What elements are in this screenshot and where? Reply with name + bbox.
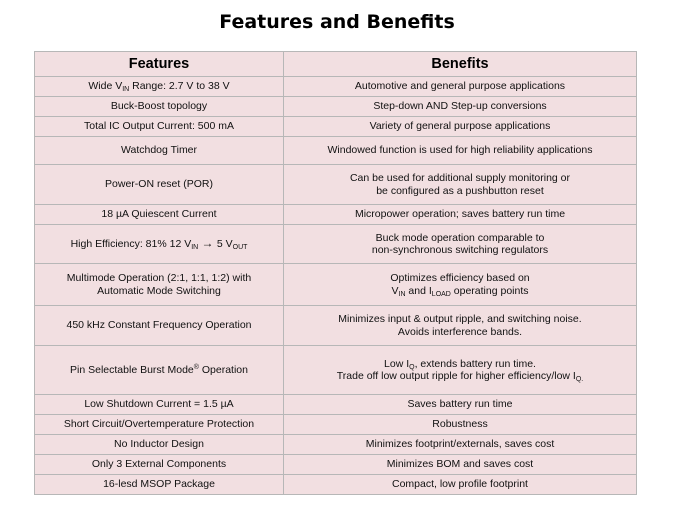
table-row — [35, 205, 637, 225]
features-benefits-table — [34, 51, 637, 495]
feature-cell: Power-ON reset (POR) — [35, 165, 284, 205]
table-row — [35, 97, 637, 117]
table-row — [35, 264, 637, 306]
benefits-header: Benefits — [284, 52, 637, 77]
benefit-cell: Buck mode operation comparable to non-synchronous switching regulators — [284, 225, 637, 264]
feature-cell: Multimode Operation (2:1, 1:1, 1:2) with Automatic Mode Switching — [35, 264, 284, 306]
table-row — [35, 455, 637, 475]
benefit-cell: Micropower operation; saves battery run time — [284, 205, 637, 225]
benefit-cell: Automotive and general purpose applications — [284, 77, 637, 97]
table-row — [35, 435, 637, 455]
feature-cell: Pin Selectable Burst Mode® Operation — [35, 346, 284, 395]
feature-cell: Short Circuit/Overtemperature Protection — [35, 415, 284, 435]
feature-cell: Buck-Boost topology — [35, 97, 284, 117]
page-title: Features and Benefits — [219, 11, 455, 33]
benefit-cell: Can be used for additional supply monitoring or be configured as a pushbutton reset — [284, 165, 637, 205]
feature-cell: Watchdog Timer — [35, 137, 284, 165]
table-row — [35, 395, 637, 415]
table-row — [35, 346, 637, 395]
benefit-cell: Step-down AND Step-up conversions — [284, 97, 637, 117]
benefit-cell: Windowed function is used for high reliability applications — [284, 137, 637, 165]
benefit-cell: Optimizes efficiency based on $V_{IN}$ and $I_{LOAD}$ operating points — [284, 264, 637, 306]
feature-cell: 18 µA Quiescent Current — [35, 205, 284, 225]
benefit-cell: Robustness — [284, 415, 637, 435]
feature-cell: Only 3 External Components — [35, 455, 284, 475]
feature-cell: No Inductor Design — [35, 435, 284, 455]
feature-cell: 16-lesd MSOP Package — [35, 475, 284, 495]
benefit-cell: Variety of general purpose applications — [284, 117, 637, 137]
table-row — [35, 415, 637, 435]
feature-cell: Low Shutdown Current = 1.5 µA — [35, 395, 284, 415]
table-row — [35, 475, 637, 495]
table-row — [35, 165, 637, 205]
benefit-cell: Minimizes input & output ripple, and switching noise. Avoids interference bands. — [284, 306, 637, 346]
feature-cell: Total IC Output Current: 500 mA — [35, 117, 284, 137]
table-row — [35, 77, 637, 97]
benefit-cell: Minimizes BOM and saves cost — [284, 455, 637, 475]
benefit-cell: Compact, low profile footprint — [284, 475, 637, 495]
benefit-cell: Low $I_Q$, extends battery run time. Trade off low output ripple for higher efficiency/low $I_{Q.}$ — [284, 346, 637, 395]
features-header: Features — [35, 52, 284, 77]
arrow-right-icon: → — [198, 236, 217, 251]
feature-cell: High Efficiency: 81% 12 $V_{IN} \to 5$ $V_{OUT}$ — [35, 225, 284, 264]
benefit-cell: Saves battery run time — [284, 395, 637, 415]
table-row — [35, 137, 637, 165]
table-header-row — [35, 52, 637, 77]
feature-cell: Wide $V_{IN}$ Range: 2.7 V to 38 V — [35, 77, 284, 97]
feature-cell: 450 kHz Constant Frequency Operation — [35, 306, 284, 346]
table-row — [35, 225, 637, 264]
benefit-cell: Minimizes footprint/externals, saves cost — [284, 435, 637, 455]
table-row — [35, 306, 637, 346]
table-row — [35, 117, 637, 137]
